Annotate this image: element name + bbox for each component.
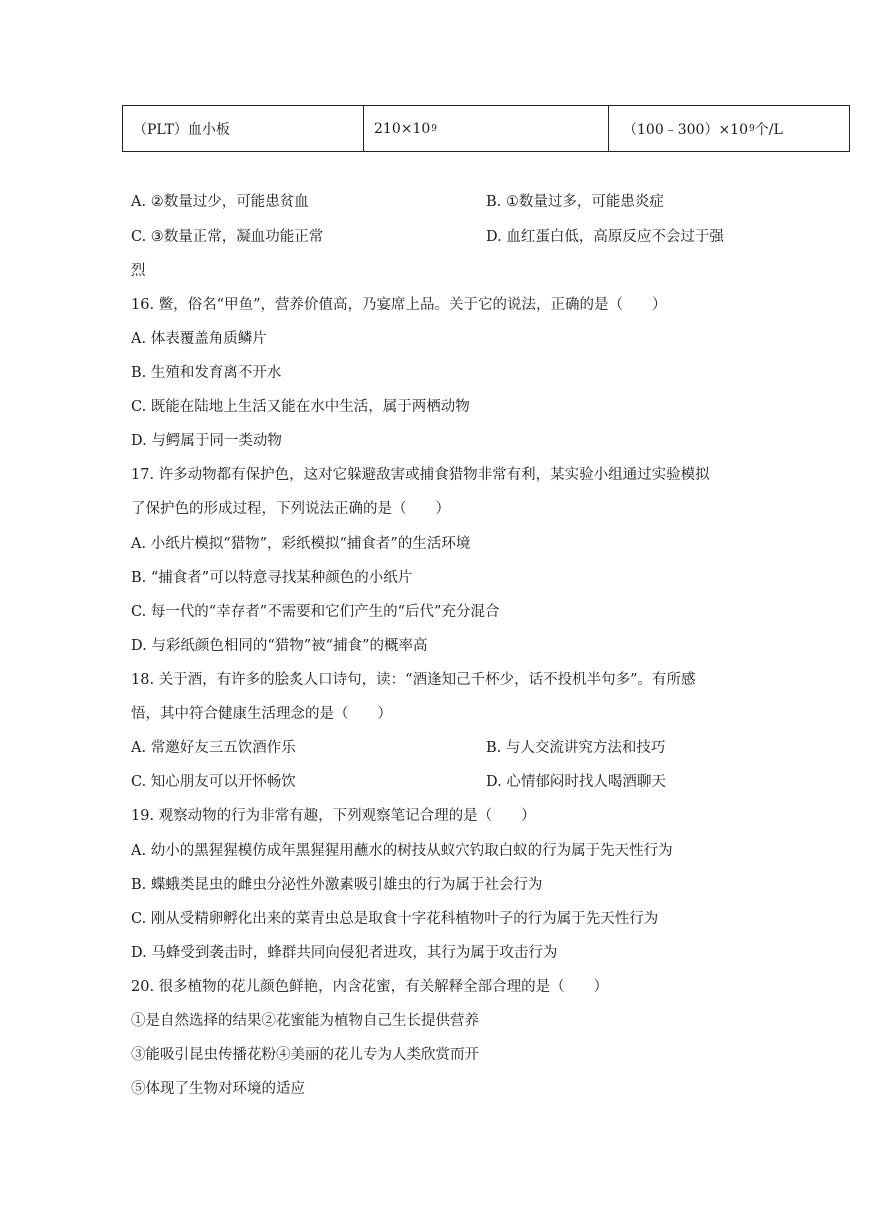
q17-option-b: B. “捕食者”可以特意寻找某种颜色的小纸片 — [131, 570, 413, 586]
platelet-value-exponent: 9 — [431, 123, 438, 134]
q15-option-a: A. ②数量过少，可能患贫血 — [131, 194, 309, 210]
q19-option-c: C. 刚从受精卵孵化出来的菜青虫总是取食十字花科植物叶子的行为属于先天性行为 — [131, 911, 659, 927]
q19-option-d: D. 马蜂受到袭击时，蜂群共同向侵犯者进攻，其行为属于攻击行为 — [131, 945, 558, 961]
platelet-value: 210×10 — [374, 120, 431, 137]
q17-stem-line2: 了保护色的形成过程，下列说法正确的是（ ） — [131, 501, 450, 517]
q15-option-c: C. ③数量正常，凝血功能正常 — [131, 229, 324, 245]
q16-stem: 16. 鳖，俗名“甲鱼”，营养价值高，乃宴席上品。关于它的说法，正确的是（ ） — [131, 297, 667, 313]
q16-option-d: D. 与鳄属于同一类动物 — [131, 433, 282, 449]
platelet-range: （100﹣300）×10 — [623, 121, 748, 138]
q18-stem-line1: 18. 关于酒，有许多的脍炙人口诗句，读：“酒逢知己千杯少，话不投机半句多”。有所感 — [131, 672, 696, 688]
q17-option-c: C. 每一代的“幸存者”不需要和它们产生的“后代”充分混合 — [131, 604, 500, 620]
q17-option-a: A. 小纸片模拟“猎物”，彩纸模拟“捕食者”的生活环境 — [131, 536, 471, 552]
q18-stem-line2: 悟，其中符合健康生活理念的是（ ） — [131, 706, 392, 722]
q15-option-d: D. 血红蛋白低，高原反应不会过于强 — [486, 229, 724, 245]
q20-statement-line1: ①是自然选择的结果②花蜜能为植物自己生长提供营养 — [131, 1013, 479, 1029]
platelet-range-exponent: 9 — [749, 123, 755, 134]
table-cell-range — [608, 106, 849, 151]
q16-option-a: A. 体表覆盖角质鳞片 — [131, 331, 267, 347]
q16-option-b: B. 生殖和发育离不开水 — [131, 365, 282, 381]
q19-option-a: A. 幼小的黑猩猩模仿成年黑猩猩用蘸水的树技从蚁穴钓取白蚁的行为属于先天性行为 — [131, 843, 673, 859]
q20-statement-line2: ③能吸引昆虫传播花粉④美丽的花儿专为人类欣赏而开 — [131, 1047, 479, 1063]
q17-stem-line1: 17. 许多动物都有保护色，这对它躲避敌害或捕食猎物非常有利，某实验小组通过实验模拟 — [131, 467, 710, 483]
q16-option-c: C. 既能在陆地上生活又能在水中生活，属于两栖动物 — [131, 399, 470, 415]
q15-option-d-continued: 烈 — [131, 263, 146, 279]
q19-stem: 19. 观察动物的行为非常有趣，下列观察笔记合理的是（ ） — [131, 808, 536, 824]
q18-option-a: A. 常邀好友三五饮酒作乐 — [131, 740, 296, 756]
table-cell-item — [123, 106, 363, 151]
q15-option-b: B. ①数量过多，可能患炎症 — [486, 194, 664, 210]
blood-test-table-row — [122, 105, 850, 152]
table-cell-value — [363, 106, 608, 151]
q18-option-d: D. 心情郁闷时找人喝酒聊天 — [486, 774, 666, 790]
platelet-label: （PLT）血小板 — [133, 121, 230, 138]
q18-option-c: C. 知心朋友可以开怀畅饮 — [131, 774, 296, 790]
q19-option-b: B. 蝶蛾类昆虫的雌虫分泌性外激素吸引雄虫的行为属于社会行为 — [131, 877, 543, 893]
platelet-range-unit: 个/L — [754, 121, 783, 138]
q20-stem: 20. 很多植物的花儿颜色鲜艳，内含花蜜，有关解释全部合理的是（ ） — [131, 979, 609, 995]
q20-statement-line3: ⑤体现了生物对环境的适应 — [131, 1081, 305, 1097]
q18-option-b: B. 与人交流讲究方法和技巧 — [486, 740, 666, 756]
q17-option-d: D. 与彩纸颜色相同的“猎物”被“捕食”的概率高 — [131, 638, 428, 654]
